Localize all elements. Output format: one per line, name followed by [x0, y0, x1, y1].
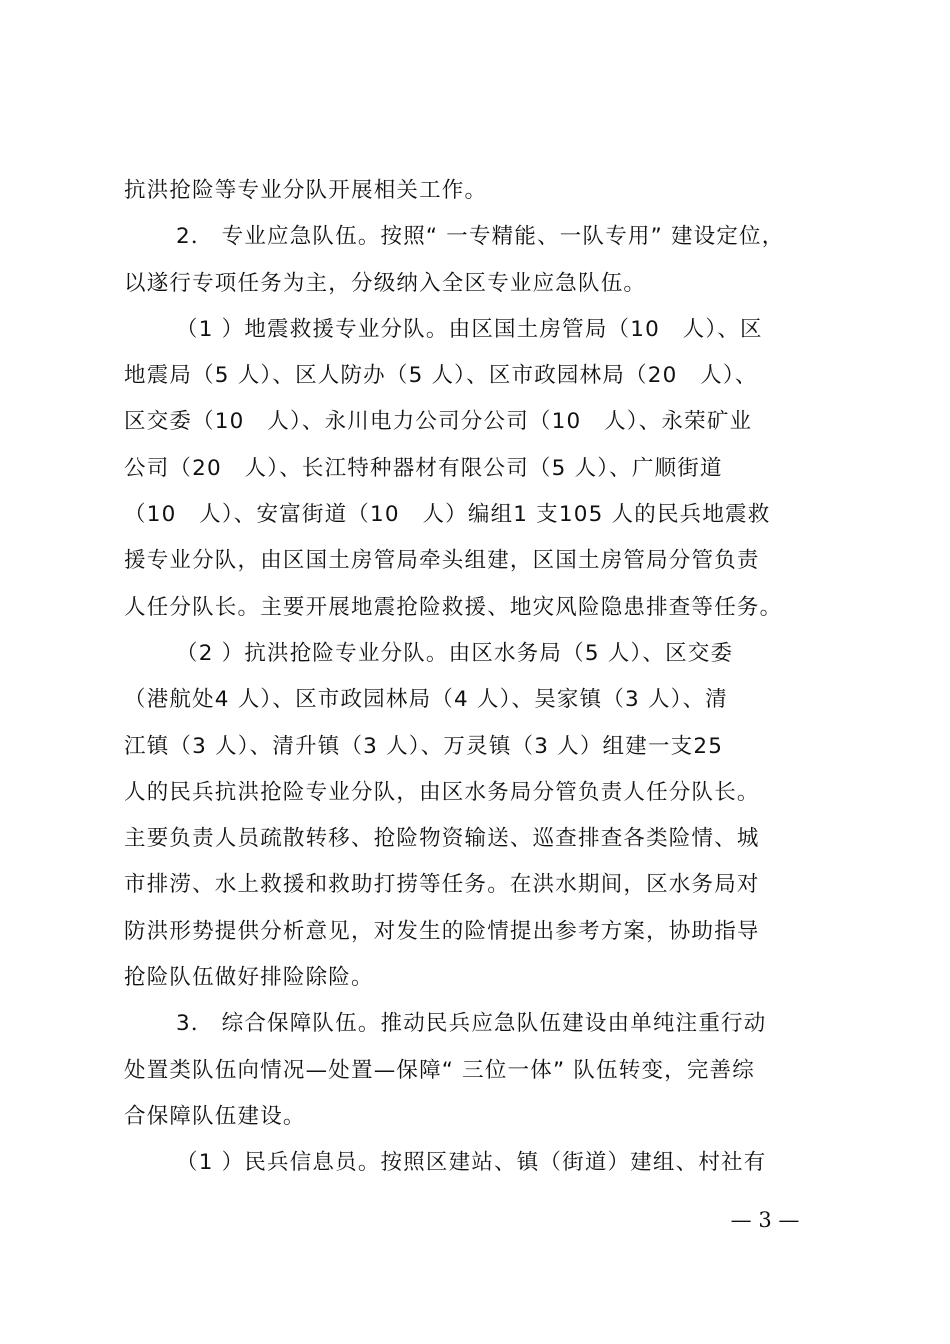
- text-line: 地震局（5 人）、区人防办（5 人）、区市政园林局（20 人）、: [124, 363, 758, 389]
- text-line: 江镇（3 人）、清升镇（3 人）、万灵镇（3 人）组建一支25: [124, 733, 724, 759]
- text-line: （港航处4 人）、区市政园林局（4 人）、吴家镇（3 人）、清: [124, 687, 728, 713]
- text-line: 防洪形势提供分析意见，对发生的险情提出参考方案，协助指导: [124, 918, 760, 944]
- text-line: 以遂行专项任务为主，分级纳入全区专业应急队伍。: [124, 270, 647, 296]
- text-line: 2． 专业应急队伍。按照“ 一专精能、一队专用” 建设定位，: [176, 224, 785, 250]
- text-line: （1 ）地震救援专业分队。由区国土房管局（10 人）、区: [176, 316, 763, 342]
- text-line: 区交委（10 人）、永川电力公司分公司（10 人）、永荣矿业: [124, 409, 753, 435]
- text-line: 公司（20 人）、长江特种器材有限公司（5 人）、广顺街道: [124, 455, 723, 481]
- body-text: [124, 168, 844, 1187]
- text-line: （2 ）抗洪抢险专业分队。由区水务局（5 人）、区交委: [176, 640, 734, 666]
- text-line: 人的民兵抗洪抢险专业分队，由区水务局分管负责人任分队长。: [124, 779, 760, 805]
- text-line: 3． 综合保障队伍。推动民兵应急队伍建设由单纯注重行动: [176, 1011, 767, 1037]
- text-line: （10 人）、安富街道（10 人）编组1 支105 人的民兵地震救: [124, 502, 771, 528]
- text-line: 处置类队伍向情况—处置—保障“ 三位一体” 队伍转变，完善综: [124, 1057, 755, 1083]
- page-number: — 3 —: [730, 1208, 800, 1232]
- text-line: 合保障队伍建设。: [124, 1103, 306, 1129]
- text-line: （1 ）民兵信息员。按照区建站、镇（街道）建组、村社有: [176, 1150, 767, 1176]
- text-line: 抗洪抢险等专业分队开展相关工作。: [124, 178, 488, 203]
- text-line: 人任分队长。主要开展地震抢险救援、地灾风险隐患排查等任务。: [124, 594, 783, 620]
- text-line: 援专业分队，由区国土房管局牵头组建，区国土房管局分管负责: [124, 548, 760, 574]
- text-line: 主要负责人员疏散转移、抢险物资输送、巡查排查各类险情、城: [124, 826, 760, 852]
- text-line: 抢险队伍做好排险除险。: [124, 965, 374, 991]
- text-line: 市排涝、水上救援和救助打捞等任务。在洪水期间，区水务局对: [124, 872, 760, 898]
